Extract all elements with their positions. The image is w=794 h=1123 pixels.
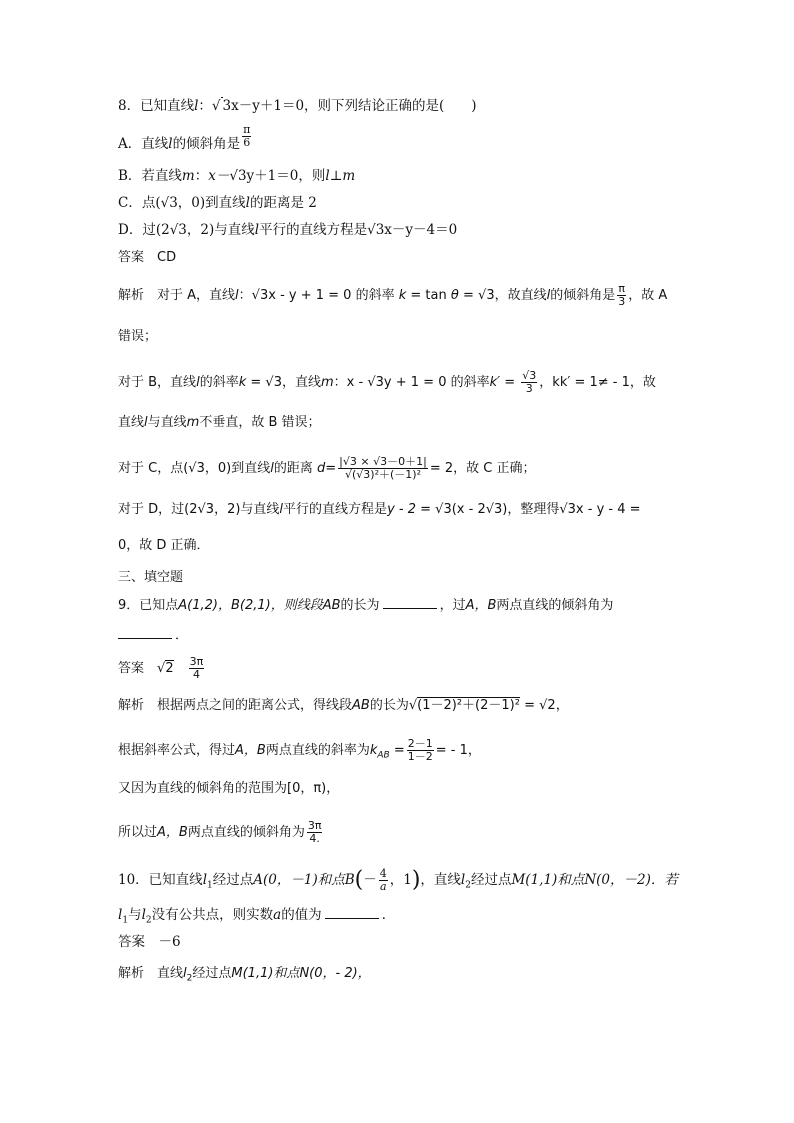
q8-option-b: B．若直线m：x－√3y＋1＝0，则l⊥m (118, 168, 356, 184)
sqrt-symbol: √ (211, 98, 221, 114)
q9-analysis-4: 所以过A，B两点直线的倾斜角为 $\frac{3\pi}{4.}$ (118, 819, 322, 845)
q9-analysis-3: 又因为直线的倾斜角的范围为[0，π)， (118, 781, 340, 796)
q10-answer: 答案 －6 (118, 934, 181, 950)
q8-option-c: C．点(√3，0)到直线l的距离是 2 (118, 195, 317, 211)
q8-option-d: D．过(2√3，2)与直线l平行的直线方程是√3x－y－4＝0 (118, 222, 458, 238)
q8-answer: 答案 CD (118, 250, 177, 265)
q10-stem-cont: $l_1$与$l_2$没有公共点，则实数a的值为 ． (118, 904, 395, 931)
q9-stem: 9．已知点A(1,2)，B(2,1)，则线段AB的长为 ，过A，B两点直线的倾斜角为 (118, 594, 613, 616)
q8-stem: 8．已知直线l：√ 3x－y＋1＝0，则下列结论正确的是( ) (118, 98, 477, 114)
q9-answer: 答案 √2 $\frac{3\pi}{4}$ (118, 655, 204, 681)
q9-analysis-2: 根据斜率公式，得过A，B两点直线的斜率为$k_{AB}$ = $\frac{2-1}{1-2}$ = - 1， (118, 737, 481, 763)
q8-analysis-p4-cont: 0，故 D 正确． (118, 538, 210, 553)
q8-analysis-p2: 对于 B，直线l的斜率k = √3，直线m：x - √3y + 1 = 0 的斜率k′ = $\frac{√3}{3}$ ，kk′ = 1≠ - 1，故 (118, 369, 656, 395)
q8-analysis-p1-cont: 错误； (118, 329, 158, 344)
q9-analysis-1: 解析 根据两点之间的距离公式，得线段AB的长为√(1－2)²＋(2－1)² = √2， (118, 698, 569, 713)
q10-analysis-1: 解析 直线$l_2$经过点M(1,1)和点N(0，- 2)， (118, 966, 371, 984)
q8-analysis-p2-cont: 直线l与直线m不垂直，故 B 错误； (118, 415, 321, 430)
q8-analysis-p4: 对于 D，过(2√3，2)与直线l平行的直线方程是y - 2 = √3(x - 2√3)，整理得√3x - y - 4 = (118, 502, 641, 517)
q9-blank-1[interactable] (383, 594, 437, 609)
q8-analysis-p1: 解析 对于 A，直线l：√3x - y + 1 = 0 的斜率 k = tan θ = √3，故直线l的倾斜角是 $\frac{\pi}{3}$ ，故 A (118, 282, 668, 308)
q8-option-a: A．直线l的倾斜角是 $\frac{\pi}{6}$ (118, 123, 251, 152)
section-title: 三、填空题 (118, 570, 184, 585)
q10-stem: 10．已知直线$l_1$经过点A(0，－1)和点B(－ $\frac{4}{a}$ ，1)，直线$l_2$经过点M(1,1)和点N(0，－2)．若 (118, 867, 678, 893)
q9-blank-2[interactable] (118, 624, 172, 639)
q8-analysis-p3: 对于 C，点(√3，0)到直线l的距离 d= $\frac{|√3 \times √3-0+1|}{\text{√(√3)²＋(－1)²}}$ = 2，故 C 正确； (118, 455, 536, 481)
q9-stem-cont: ． (118, 624, 188, 646)
q10-blank[interactable] (325, 904, 379, 919)
